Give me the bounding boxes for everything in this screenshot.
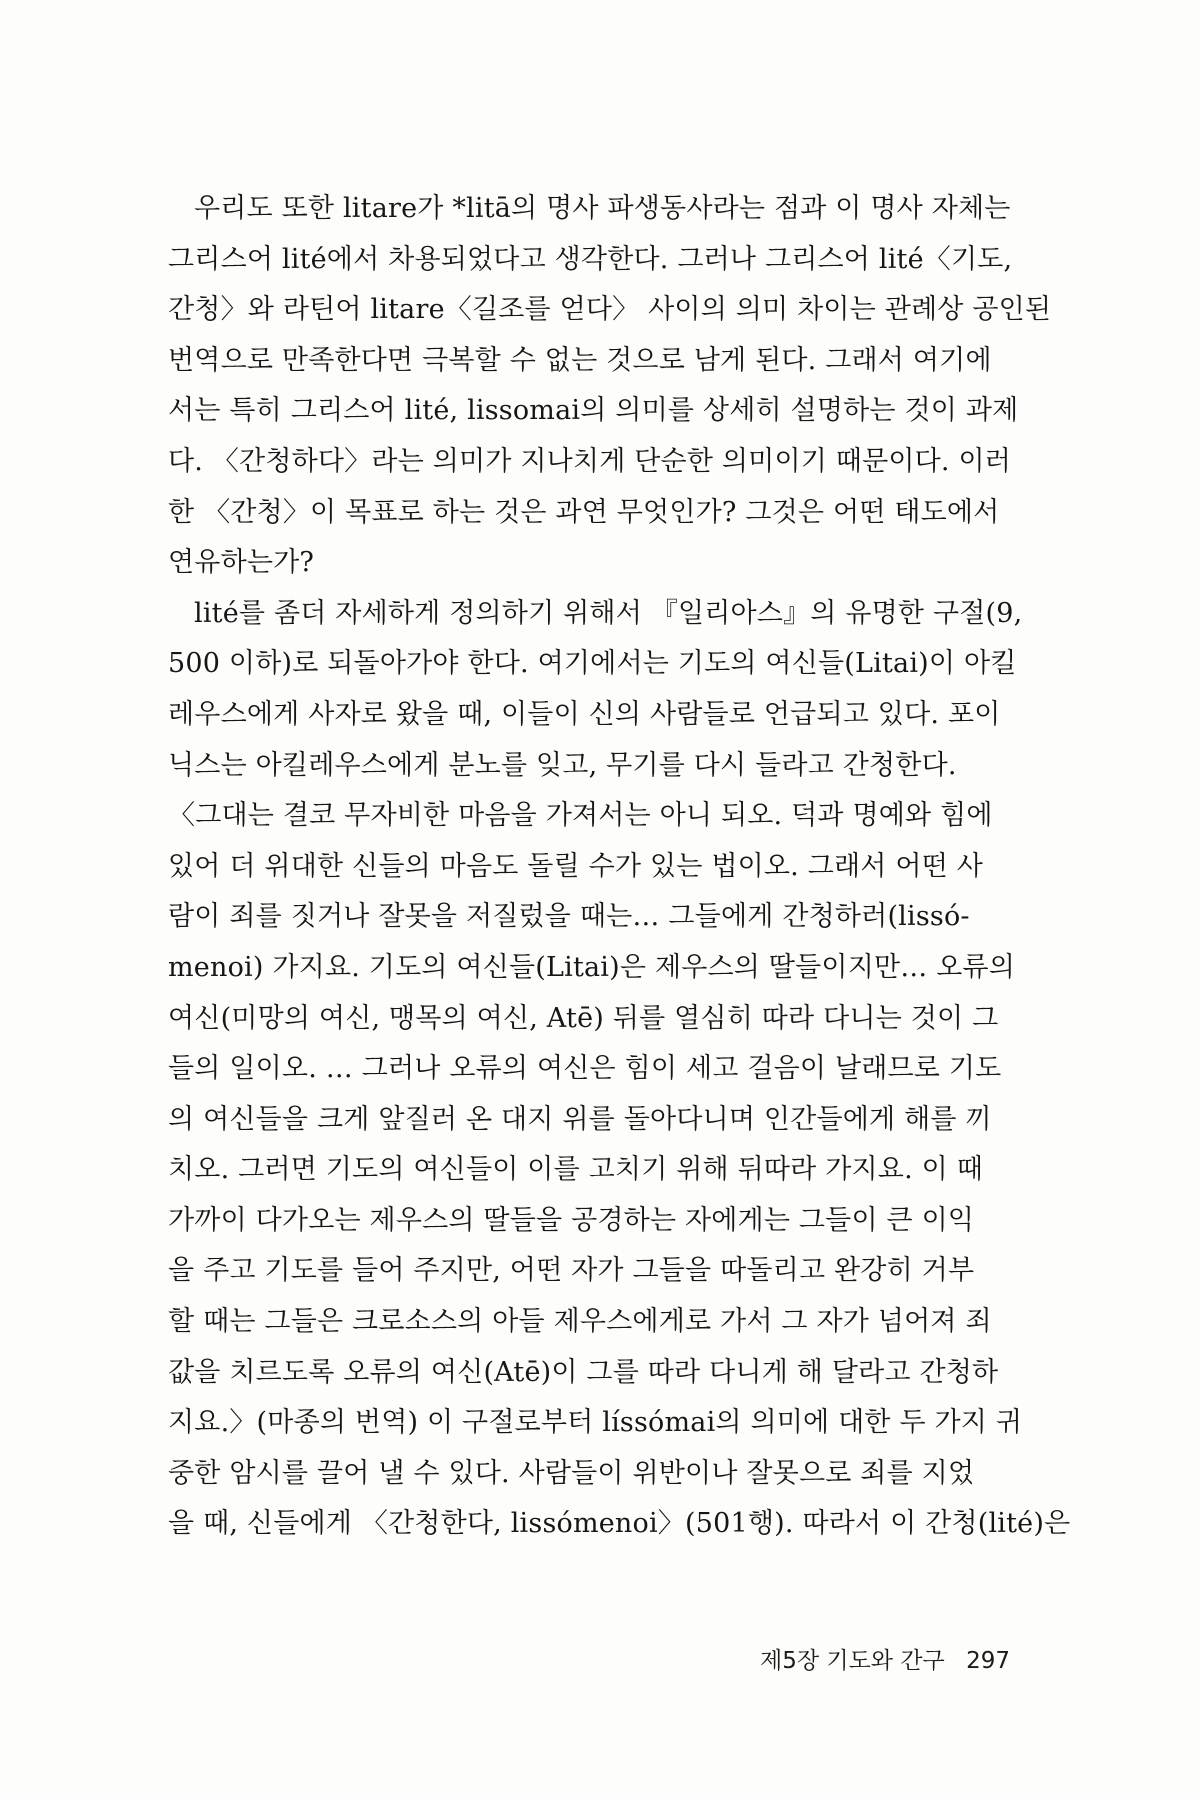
text-line: 가까이 다가오는 제우스의 딸들을 공경하는 자에게는 그들이 큰 이익	[168, 1204, 975, 1236]
text-line: 번역으로 만족한다면 극복할 수 없는 것으로 남게 된다. 그래서 여기에	[168, 344, 992, 376]
text-line: 〈그대는 결코 무자비한 마음을 가져서는 아니 되오. 덕과 명예와 힘에	[168, 800, 993, 832]
text-line: 할 때는 그들은 크로소스의 아들 제우스에게로 가서 그 자가 넘어져 죄	[168, 1306, 992, 1338]
text-line: menoi) 가지요. 기도의 여신들(Litai)은 제우스의 딸들이지만… 오류의	[168, 951, 1016, 983]
text-line: 있어 더 위대한 신들의 마음도 돌릴 수가 있는 법이오. 그래서 어떤 사	[168, 850, 984, 882]
paragraph-1	[168, 184, 1052, 589]
text-line: 연유하는가?	[168, 547, 315, 579]
text-line: 람이 죄를 짓거나 잘못을 저질렀을 때는… 그들에게 간청하러(lissó-	[168, 901, 970, 933]
text-line: 여신(미망의 여신, 맹목의 여신, Atē) 뒤를 열심히 따라 다니는 것이 그	[168, 1002, 999, 1034]
text-line: 의 여신들을 크게 앞질러 온 대지 위를 돌아다니며 인간들에게 해를 끼	[168, 1103, 992, 1135]
text-line: 그리스어 lité에서 차용되었다고 생각한다. 그러나 그리스어 lité〈기도,	[168, 243, 1013, 275]
text-line: 레우스에게 사자로 왔을 때, 이들이 신의 사람들로 언급되고 있다. 포이	[168, 698, 1001, 730]
running-footer	[760, 1642, 1010, 1675]
text-line: 치오. 그러면 기도의 여신들이 이를 고치기 위해 뒤따라 가지요. 이 때	[168, 1154, 984, 1186]
text-line: 값을 치르도록 오류의 여신(Atē)이 그를 따라 다니게 해 달라고 간청하	[168, 1356, 999, 1388]
text-line: 서는 특히 그리스어 lité, lissomai의 의미를 상세히 설명하는 것이 과제	[168, 395, 1019, 427]
text-line: 우리도 또한 litare가 *litā의 명사 파생동사라는 점과 이 명사 자체는	[194, 193, 1011, 224]
text-line: 들의 일이오. … 그러나 오류의 여신은 힘이 세고 걸음이 날래므로 기도	[168, 1053, 1002, 1085]
chapter-title: 제5장 기도와 간구	[759, 1648, 945, 1674]
text-line: 을 주고 기도를 들어 주지만, 어떤 자가 그들을 따돌리고 완강히 거부	[168, 1255, 975, 1287]
page-number: 297	[966, 1648, 1010, 1674]
text-line: 다. 〈간청하다〉라는 의미가 지나치게 단순한 의미이기 때문이다. 이러	[168, 445, 1012, 477]
text-line: 한 〈간청〉이 목표로 하는 것은 과연 무엇인가? 그것은 어떤 태도에서	[168, 496, 1000, 528]
paragraph-2	[168, 589, 1071, 1550]
body-text	[168, 184, 1071, 1550]
text-line: 닉스는 아킬레우스에게 분노를 잊고, 무기를 다시 들라고 간청한다.	[168, 749, 957, 781]
text-line: lité를 좀더 자세하게 정의하기 위해서 『일리아스』의 유명한 구절(9,	[194, 597, 1023, 629]
text-line: 을 때, 신들에게 〈간청한다, lissómenoi〉(501행). 따라서 이 간청(lité)은	[168, 1508, 1071, 1540]
text-line: 간청〉와 라틴어 litare〈길조를 얻다〉 사이의 의미 차이는 관례상 공인된	[168, 294, 1052, 326]
text-line: 500 이하)로 되돌아가야 한다. 여기에서는 기도의 여신들(Litai)이 아킬	[168, 648, 1017, 680]
text-line: 중한 암시를 끌어 낼 수 있다. 사람들이 위반이나 잘못으로 죄를 지었	[168, 1457, 975, 1489]
text-line: 지요.〉(마종의 번역) 이 구절로부터 líssómai의 의미에 대한 두 가지 귀	[168, 1407, 1023, 1439]
